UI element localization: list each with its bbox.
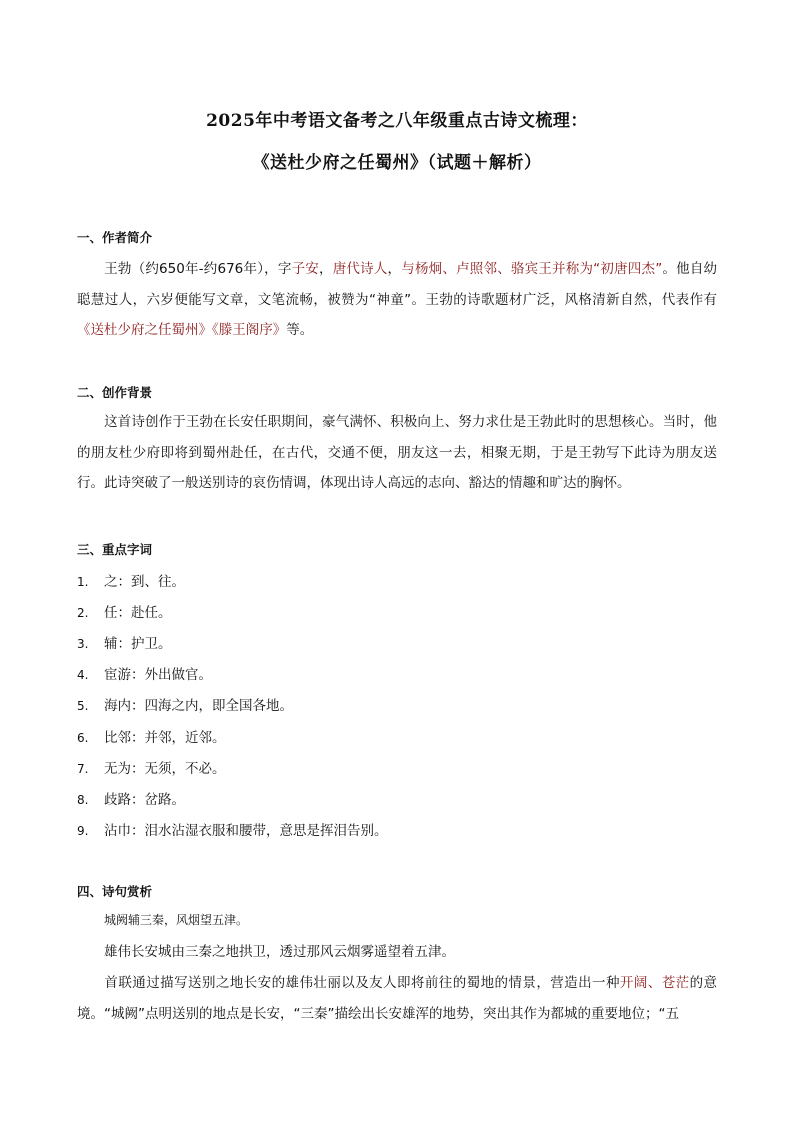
list-item: 2. 任：赴任。 bbox=[77, 605, 172, 621]
list-item: 6. 比邻：并邻，近邻。 bbox=[77, 730, 226, 746]
body-text: 。他自幼聪慧过人，六岁便能写文章，文笔流畅，被赞为“神童”。王勃的诗歌题材广泛，风格清新自然，代表作有 bbox=[77, 261, 718, 308]
body-text: 等。 bbox=[286, 322, 314, 338]
list-item: 1. 之：到、往。 bbox=[77, 574, 185, 590]
highlighted-text: 《送杜少府之任蜀州》《滕王阁序》 bbox=[77, 322, 287, 338]
poem-verse: 城阙辅三秦，风烟望五津。 bbox=[104, 913, 249, 927]
section-heading-background: 二、创作背景 bbox=[77, 385, 153, 400]
verse-translation-paragraph bbox=[77, 937, 717, 968]
author-paragraph bbox=[77, 254, 717, 346]
list-item: 3. 辅：护卫。 bbox=[77, 636, 172, 652]
background-text: 这首诗创作于王勃在长安任职期间，豪气满怀、积极向上、努力求仕是王勃此时的思想核心。当时，他的朋友杜少府即将到蜀州赴任，在古代，交通不便，朋友这一去，相聚无期，于是王勃写下此诗为朋友送行。此诗突破了一般送别诗的哀伤情调，体现出诗人高远的志向、豁达的情趣和旷达的胸怀。 bbox=[77, 414, 717, 491]
title-line-2: 《送杜少府之任蜀州》（试题＋解析） bbox=[252, 153, 542, 173]
body-text: 的意境。“城阙”点明送别的地点是长安，“三秦”描绘出长安雄浑的地势，突出其作为都城的重要地位；“五 bbox=[77, 975, 718, 1022]
body-text: 王勃（约650年-约676年），字 bbox=[104, 261, 292, 277]
author-text bbox=[77, 261, 717, 338]
list-item: 9. 沾巾：泪水沾湿衣服和腰带，意思是挥泪告别。 bbox=[77, 823, 388, 839]
highlighted-text: 与杨炯、卢照邻、骆宾王并称为“初唐四杰” bbox=[401, 261, 663, 277]
body-text: ， bbox=[387, 261, 402, 277]
list-item: 4. 宦游：外出做官。 bbox=[77, 667, 212, 683]
background-paragraph bbox=[77, 407, 717, 499]
list-item: 8. 歧路：岔路。 bbox=[77, 792, 185, 808]
body-text: 首联通过描写送别之地长安的雄伟壮丽以及友人即将前往的蜀地的情景，营造出一种 bbox=[104, 975, 620, 991]
list-item: 7. 无为：无须，不必。 bbox=[77, 761, 226, 777]
analysis-text bbox=[77, 975, 717, 1022]
verse-translation: 雄伟长安城由三秦之地拱卫，透过那风云烟雾遥望着五津。 bbox=[104, 944, 455, 960]
highlighted-text: 开阔、苍茫 bbox=[619, 975, 690, 991]
highlighted-text: 唐代诗人 bbox=[332, 261, 388, 277]
section-heading-author: 一、作者简介 bbox=[77, 230, 153, 245]
title-line-1: 2025年中考语文备考之八年级重点古诗文梳理： bbox=[206, 111, 588, 131]
section-heading-vocabulary: 三、重点字词 bbox=[77, 542, 153, 557]
highlighted-text: 子安 bbox=[291, 261, 319, 277]
body-text: ， bbox=[318, 261, 333, 277]
list-item: 5. 海内：四海之内，即全国各地。 bbox=[77, 698, 293, 714]
section-heading-appreciation: 四、诗句赏析 bbox=[77, 884, 153, 899]
analysis-paragraph bbox=[77, 968, 717, 1029]
